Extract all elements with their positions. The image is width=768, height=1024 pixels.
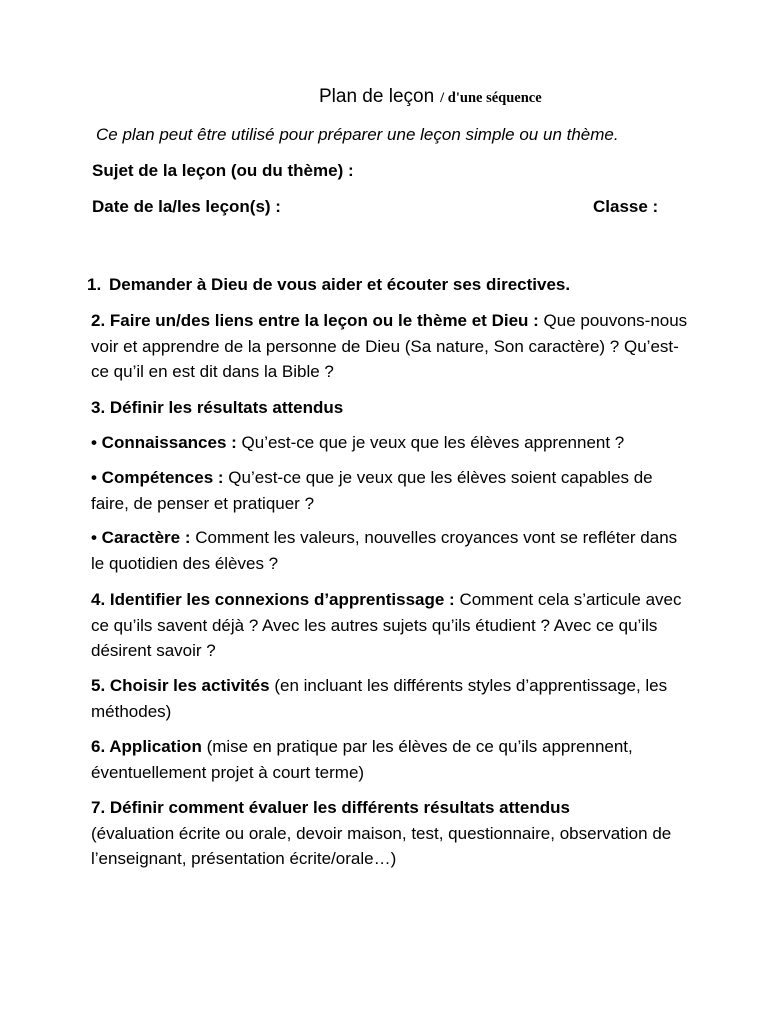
step-heading: 2. Faire un/des liens entre la leçon ou le thème et Dieu : [91,311,539,330]
step-heading: 3. Définir les résultats attendus [91,398,344,417]
page-subtitle: / d'une séquence [440,90,542,106]
step-heading: 5. Choisir les activités [91,676,270,695]
step-7 [91,795,691,872]
class-label: Classe : [593,197,659,216]
step-heading: 7. Définir comment évaluer les différents résultats attendus [91,798,570,817]
step-number: 1. [87,275,102,294]
outcome-knowledge [91,430,691,456]
step-4 [91,587,691,664]
step-heading: 4. Identifier les connexions d’apprentissage : [91,590,455,609]
step-5 [91,673,691,724]
step-text: Qu’est-ce que je veux que les élèves apprennent ? [241,433,625,452]
step-text: Comment cela s’articule avec ce qu’ils savent déjà ? Avec les autres sujets qu’ils étudient ? Avec ce qu’ils désirent savoir ? [91,590,682,660]
step-text: (en incluant les différents styles d’apprentissage, les méthodes) [91,676,668,721]
step-2 [91,308,691,385]
step-6 [91,734,691,785]
page-title: Plan de leçon [319,86,435,107]
outcome-character [91,525,691,576]
outcome-skills [91,465,691,516]
subject-label: Sujet de la leçon (ou du thème) : [92,161,354,180]
step-1 [87,272,687,298]
title-line [319,86,542,108]
step-3 [91,395,691,421]
step-heading: 6. Application [91,737,202,756]
step-heading: Demander à Dieu de vous aider et écouter ses directives. [109,275,571,294]
step-heading: • Compétences : [91,468,224,487]
step-text: Comment les valeurs, nouvelles croyances vont se refléter dans le quotidien des élèves ? [91,528,678,573]
date-label: Date de la/les leçon(s) : [92,197,281,216]
step-heading: • Connaissances : [91,433,237,452]
step-text: (mise en pratique par les élèves de ce qu’ils apprennent, éventuellement projet à court terme) [91,737,633,782]
step-text: Qu’est-ce que je veux que les élèves soient capables de faire, de penser et pratiquer ? [91,468,653,513]
step-text: (évaluation écrite ou orale, devoir maison, test, questionnaire, observation de l’enseignant, présentation écrite/orale…) [91,823,672,868]
intro-text: Ce plan peut être utilisé pour préparer une leçon simple ou un thème. [96,125,619,144]
step-heading: • Caractère : [91,528,191,547]
step-text: Que pouvons-nous voir et apprendre de la personne de Dieu (Sa nature, Son caractère) ? Qu’est-ce qu’il en est dit dans la Bible ? [91,311,688,381]
